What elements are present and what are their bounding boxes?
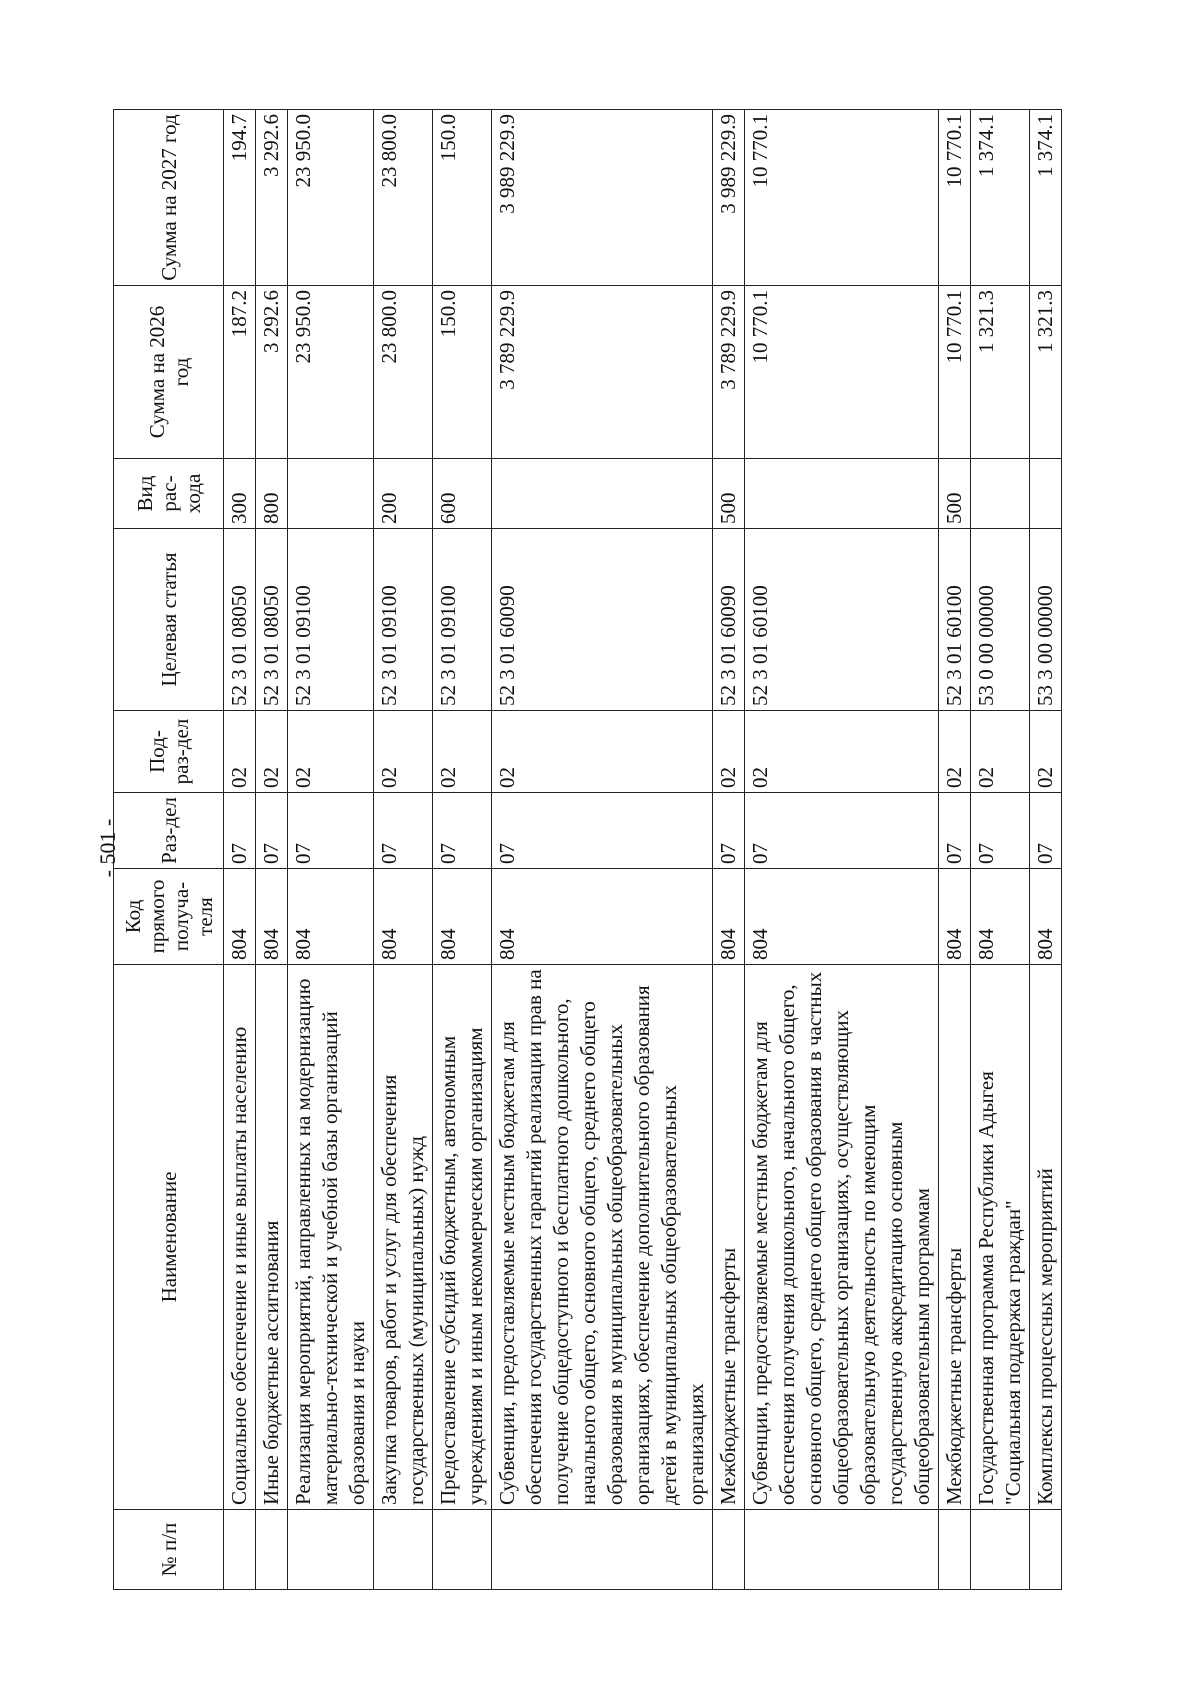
row-kind: 500 [939,459,971,529]
row-target: 52 3 01 60090 [492,529,713,711]
table-header-row [114,110,224,1590]
row-target: 52 3 01 08050 [256,529,288,711]
row-code: 804 [288,869,374,965]
row-name: Закупка товаров, работ и услуг для обеспечения государственных (муниципальных) нужд [374,965,433,1510]
row-sum-2027: 3 989 229.9 [492,110,713,286]
row-sum-2027: 3 989 229.9 [713,110,745,286]
row-section: 07 [433,793,492,869]
row-section: 07 [713,793,745,869]
row-sum-2026: 23 950.0 [288,286,374,459]
row-target: 52 3 01 09100 [288,529,374,711]
row-section: 07 [374,793,433,869]
row-section: 07 [971,793,1030,869]
row-target: 53 0 00 00000 [971,529,1030,711]
row-name: Межбюджетные трансферты [939,965,971,1510]
row-sum-2027: 1 374.1 [971,110,1030,286]
row-sum-2027: 10 770.1 [745,110,939,286]
row-section: 07 [492,793,713,869]
row-index [1030,1510,1062,1590]
row-kind [288,459,374,529]
row-name: Социальное обеспечение и иные выплаты населению [224,965,256,1510]
row-name: Межбюджетные трансферты [713,965,745,1510]
row-index [745,1510,939,1590]
table-row [224,110,256,1590]
page-number: - 501 - [95,818,120,878]
row-subsection: 02 [256,711,288,793]
table-row [713,110,745,1590]
row-name: Реализация мероприятий, направленных на модернизацию материально-технической и учебной базы организаций образования и науки [288,965,374,1510]
row-target: 52 3 01 60090 [713,529,745,711]
row-subsection: 02 [971,711,1030,793]
row-code: 804 [492,869,713,965]
row-target: 52 3 01 60100 [939,529,971,711]
row-index [713,1510,745,1590]
row-code: 804 [224,869,256,965]
row-subsection: 02 [1030,711,1062,793]
row-index [971,1510,1030,1590]
row-subsection: 02 [374,711,433,793]
row-sum-2026: 23 800.0 [374,286,433,459]
table-row [256,110,288,1590]
budget-table-container [113,110,1088,1590]
row-code: 804 [745,869,939,965]
row-sum-2027: 3 292.6 [256,110,288,286]
table-row [939,110,971,1590]
row-section: 07 [224,793,256,869]
table-row [433,110,492,1590]
row-code: 804 [939,869,971,965]
row-subsection: 02 [224,711,256,793]
row-sum-2027: 23 950.0 [288,110,374,286]
row-name: Иные бюджетные ассигнования [256,965,288,1510]
row-section: 07 [1030,793,1062,869]
row-subsection: 02 [713,711,745,793]
row-name: Комплексы процессных мероприятий [1030,965,1062,1510]
row-code: 804 [971,869,1030,965]
header-code: Код прямого получа-теля [114,869,224,965]
row-kind [745,459,939,529]
table-row [374,110,433,1590]
row-name: Предоставление субсидий бюджетным, автономным учреждениям и иным некоммерческим организациям [433,965,492,1510]
row-section: 07 [256,793,288,869]
row-sum-2027: 1 374.1 [1030,110,1062,286]
row-target: 53 3 00 00000 [1030,529,1062,711]
row-kind [1030,459,1062,529]
row-sum-2026: 3 292.6 [256,286,288,459]
row-kind: 300 [224,459,256,529]
row-sum-2027: 23 800.0 [374,110,433,286]
row-subsection: 02 [492,711,713,793]
row-sum-2026: 150.0 [433,286,492,459]
row-name: Субвенции, предоставляемые местным бюджетам для обеспечения государственных гарантий реализации прав на получение общедоступного и бесплатного дошкольного, начального общего, основного общего, среднего общего образования в муниципальных общеобразовательных организациях, обеспечение дополнительного образования детей в муниципальных общеобразовательных организациях [492,965,713,1510]
row-section: 07 [288,793,374,869]
row-index [288,1510,374,1590]
table-row [1030,110,1062,1590]
row-target: 52 3 01 08050 [224,529,256,711]
row-kind: 500 [713,459,745,529]
row-sum-2026: 3 789 229.9 [492,286,713,459]
row-kind [971,459,1030,529]
row-code: 804 [713,869,745,965]
row-index [433,1510,492,1590]
row-subsection: 02 [433,711,492,793]
row-sum-2026: 10 770.1 [939,286,971,459]
row-target: 52 3 01 09100 [374,529,433,711]
row-target: 52 3 01 60100 [745,529,939,711]
row-target: 52 3 01 09100 [433,529,492,711]
header-idx: № п/п [114,1510,224,1590]
row-index [939,1510,971,1590]
row-index [224,1510,256,1590]
row-kind: 200 [374,459,433,529]
header-subsection: Под-раз-дел [114,711,224,793]
row-code: 804 [433,869,492,965]
table-body [224,110,1062,1590]
row-section: 07 [939,793,971,869]
table-row [745,110,939,1590]
row-index [374,1510,433,1590]
row-section: 07 [745,793,939,869]
row-sum-2027: 10 770.1 [939,110,971,286]
table-row [492,110,713,1590]
row-subsection: 02 [939,711,971,793]
row-sum-2026: 1 321.3 [1030,286,1062,459]
row-name: Субвенции, предоставляемые местным бюджетам для обеспечения получения дошкольного, начального общего, основного общего, среднего общего образования в частных общеобразовательных организациях, осуществляющих образовательную деятельность по имеющим государственную аккредитацию основным общеобразовательным программам [745,965,939,1510]
table-row [288,110,374,1590]
row-index [256,1510,288,1590]
header-kind: Вид рас-хода [114,459,224,529]
row-code: 804 [256,869,288,965]
row-sum-2026: 3 789 229.9 [713,286,745,459]
row-subsection: 02 [745,711,939,793]
row-index [492,1510,713,1590]
budget-table [113,109,1062,1590]
header-name: Наименование [114,965,224,1510]
row-subsection: 02 [288,711,374,793]
header-sum-2027: Сумма на 2027 год [114,110,224,286]
row-name: Государственная программа Республики Адыгея "Социальная поддержка граждан" [971,965,1030,1510]
row-kind: 800 [256,459,288,529]
row-code: 804 [374,869,433,965]
header-sum-2026: Сумма на 2026 год [114,286,224,459]
row-sum-2026: 187.2 [224,286,256,459]
row-kind: 600 [433,459,492,529]
row-code: 804 [1030,869,1062,965]
header-target: Целевая статья [114,529,224,711]
row-sum-2027: 150.0 [433,110,492,286]
row-sum-2026: 10 770.1 [745,286,939,459]
header-section: Раз-дел [114,793,224,869]
row-kind [492,459,713,529]
table-row [971,110,1030,1590]
row-sum-2026: 1 321.3 [971,286,1030,459]
row-sum-2027: 194.7 [224,110,256,286]
